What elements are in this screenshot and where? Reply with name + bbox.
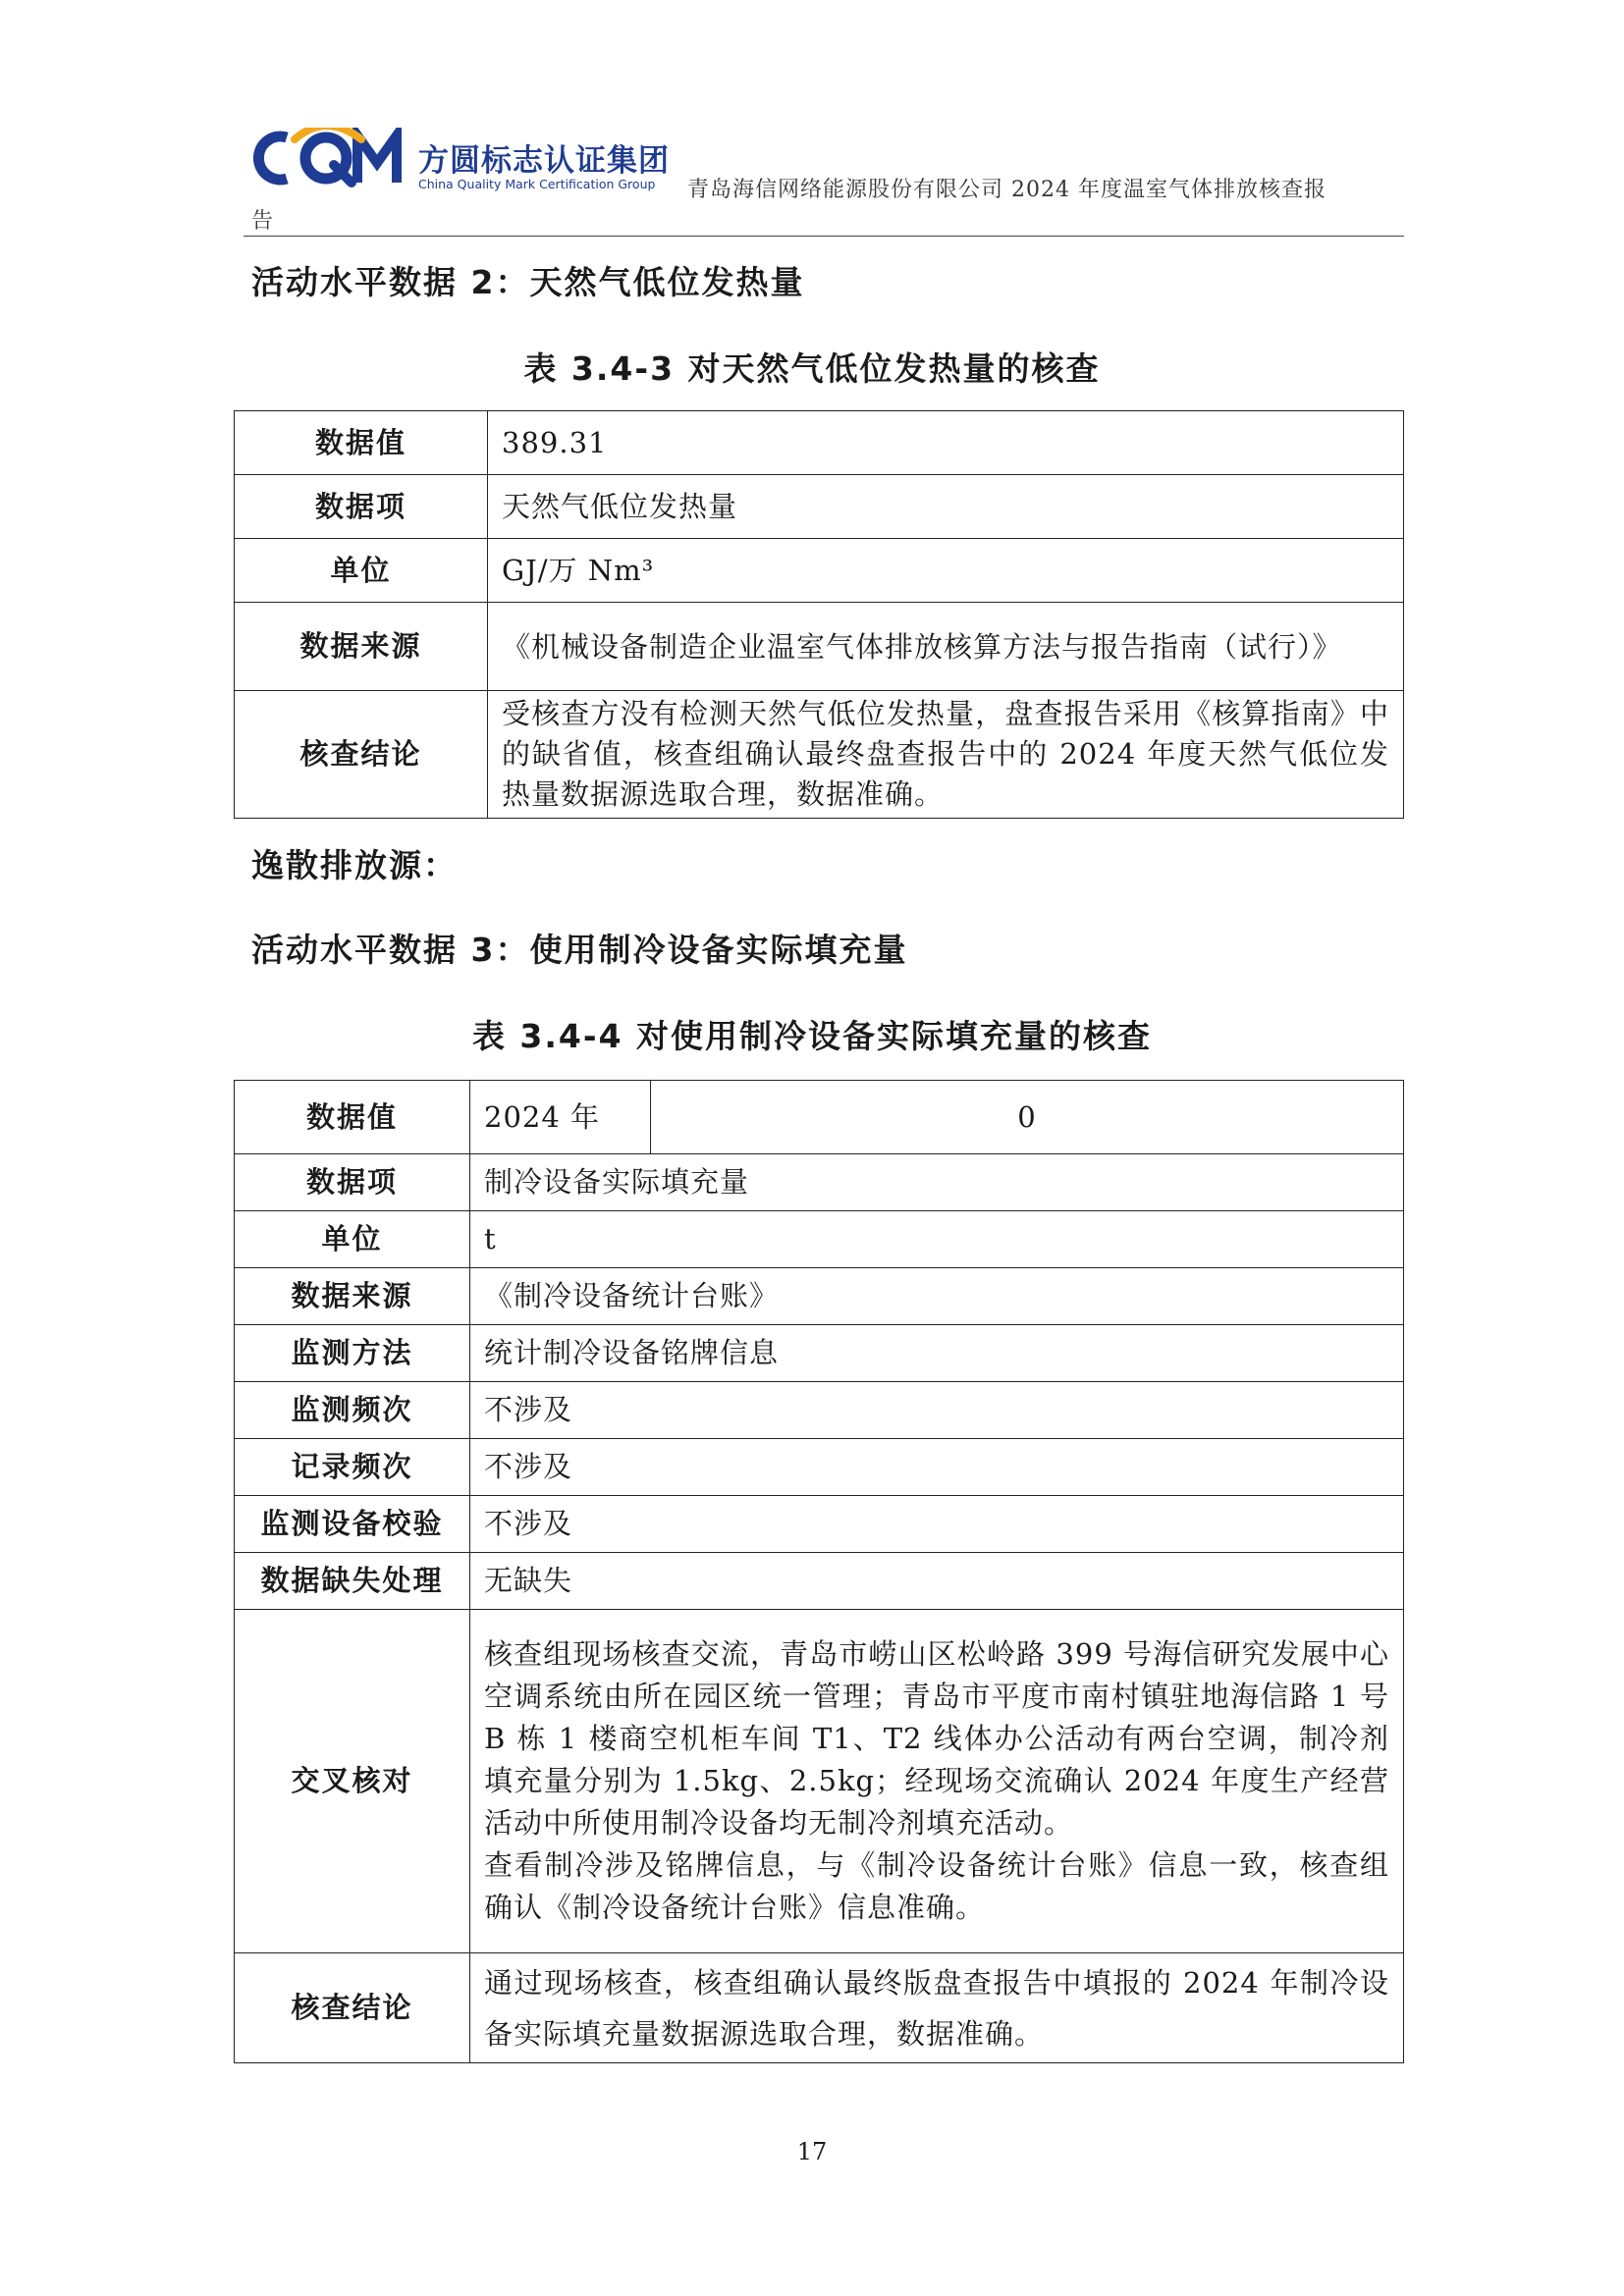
table-row (235, 1439, 1404, 1496)
cross-check-paragraph: 查看制冷涉及铭牌信息，与《制冷设备统计台账》信息一致，核查组确认《制冷设备统计台账》信息准确。 (484, 1848, 1389, 1924)
report-title: 青岛海信网络能源股份有限公司 2024 年度温室气体排放核查报 (687, 178, 1326, 202)
table4-caption: 表 3.4-4 对使用制冷设备实际填充量的核查 (471, 1017, 1153, 1055)
table-row (235, 1154, 1404, 1211)
row-value: 受核查方没有检测天然气低位发热量，盘查报告采用《核算指南》中的缺省值，核查组确认最终盘查报告中的 2024 年度天然气低位发热量数据源选取合理，数据准确。 (488, 691, 1404, 819)
year-cell: 2024 年 (470, 1081, 651, 1154)
row-value: 制冷设备实际填充量 (470, 1154, 1404, 1211)
row-value: 不涉及 (470, 1496, 1404, 1553)
row-value: 不涉及 (470, 1382, 1404, 1439)
row-value: 通过现场核查，核查组确认最终版盘查报告中填报的 2024 年制冷设备实际填充量数据源选取合理，数据准确。 (470, 1953, 1404, 2063)
report-title-wrap: 告 (251, 209, 274, 234)
table-row (235, 1610, 1404, 1953)
table-row (235, 411, 1404, 475)
table-row (235, 691, 1404, 819)
value-cell: 0 (651, 1081, 1404, 1154)
table3-caption: 表 3.4-3 对天然气低位发热量的核查 (523, 349, 1101, 388)
row-value: 《制冷设备统计台账》 (470, 1268, 1404, 1325)
table-3-4-4 (234, 1080, 1404, 2063)
row-value: GJ/万 Nm³ (488, 539, 1404, 603)
row-label: 单位 (235, 539, 488, 603)
row-value: 389.31 (488, 411, 1404, 475)
table-3-4-3 (234, 410, 1404, 819)
activity3-heading: 活动水平数据 3：使用制冷设备实际填充量 (251, 931, 908, 969)
row-label: 数据项 (235, 475, 488, 539)
table-row (235, 603, 1404, 691)
row-label: 记录频次 (235, 1439, 470, 1496)
table-row (235, 539, 1404, 603)
row-label: 监测频次 (235, 1382, 470, 1439)
cross-check-text (470, 1610, 1404, 1953)
row-value: 天然气低位发热量 (488, 475, 1404, 539)
table-row (235, 1268, 1404, 1325)
page-number: 17 (796, 2138, 828, 2165)
row-value: t (470, 1211, 1404, 1268)
row-label: 数据项 (235, 1154, 470, 1211)
row-value: 《机械设备制造企业温室气体排放核算方法与报告指南（试行）》 (488, 603, 1404, 691)
row-label: 数据来源 (235, 603, 488, 691)
row-value: 无缺失 (470, 1553, 1404, 1610)
row-value: 不涉及 (470, 1439, 1404, 1496)
row-label: 核查结论 (235, 691, 488, 819)
fugitive-heading: 逸散排放源： (251, 846, 458, 884)
row-label: 数据缺失处理 (235, 1553, 470, 1610)
row-label: 监测设备校验 (235, 1496, 470, 1553)
cross-check-paragraph: 核查组现场核查交流，青岛市崂山区松岭路 399 号海信研究发展中心空调系统由所在园区统一管理；青岛市平度市南村镇驻地海信路 1 号 B 栋 1 楼商空机柜车间 T1、T2 线体办公活动有两台空调，制冷剂填充量分别为 1.5kg、2.5kg；经现场交流确认 2024 年度生产经营活动中所使用制冷设备均无制冷剂填充活动。 (484, 1637, 1389, 1840)
row-value: 统计制冷设备铭牌信息 (470, 1325, 1404, 1382)
row-label: 监测方法 (235, 1325, 470, 1382)
row-label: 数据来源 (235, 1268, 470, 1325)
row-label: 单位 (235, 1211, 470, 1268)
logo-chinese-name: 方圆标志认证集团 (418, 143, 670, 179)
table-row (235, 1496, 1404, 1553)
row-label: 核查结论 (235, 1953, 470, 2063)
activity2-heading: 活动水平数据 2：天然气低位发热量 (251, 263, 805, 301)
table-row (235, 1953, 1404, 2063)
logo-english-name: China Quality Mark Certification Group (418, 177, 656, 191)
header-divider (244, 236, 1404, 237)
table-row (235, 475, 1404, 539)
table-row (235, 1081, 1404, 1154)
table-row (235, 1211, 1404, 1268)
row-label: 数据值 (235, 1081, 470, 1154)
row-label: 数据值 (235, 411, 488, 475)
table-row (235, 1382, 1404, 1439)
table-row (235, 1553, 1404, 1610)
table-row (235, 1325, 1404, 1382)
row-label: 交叉核对 (235, 1610, 470, 1953)
